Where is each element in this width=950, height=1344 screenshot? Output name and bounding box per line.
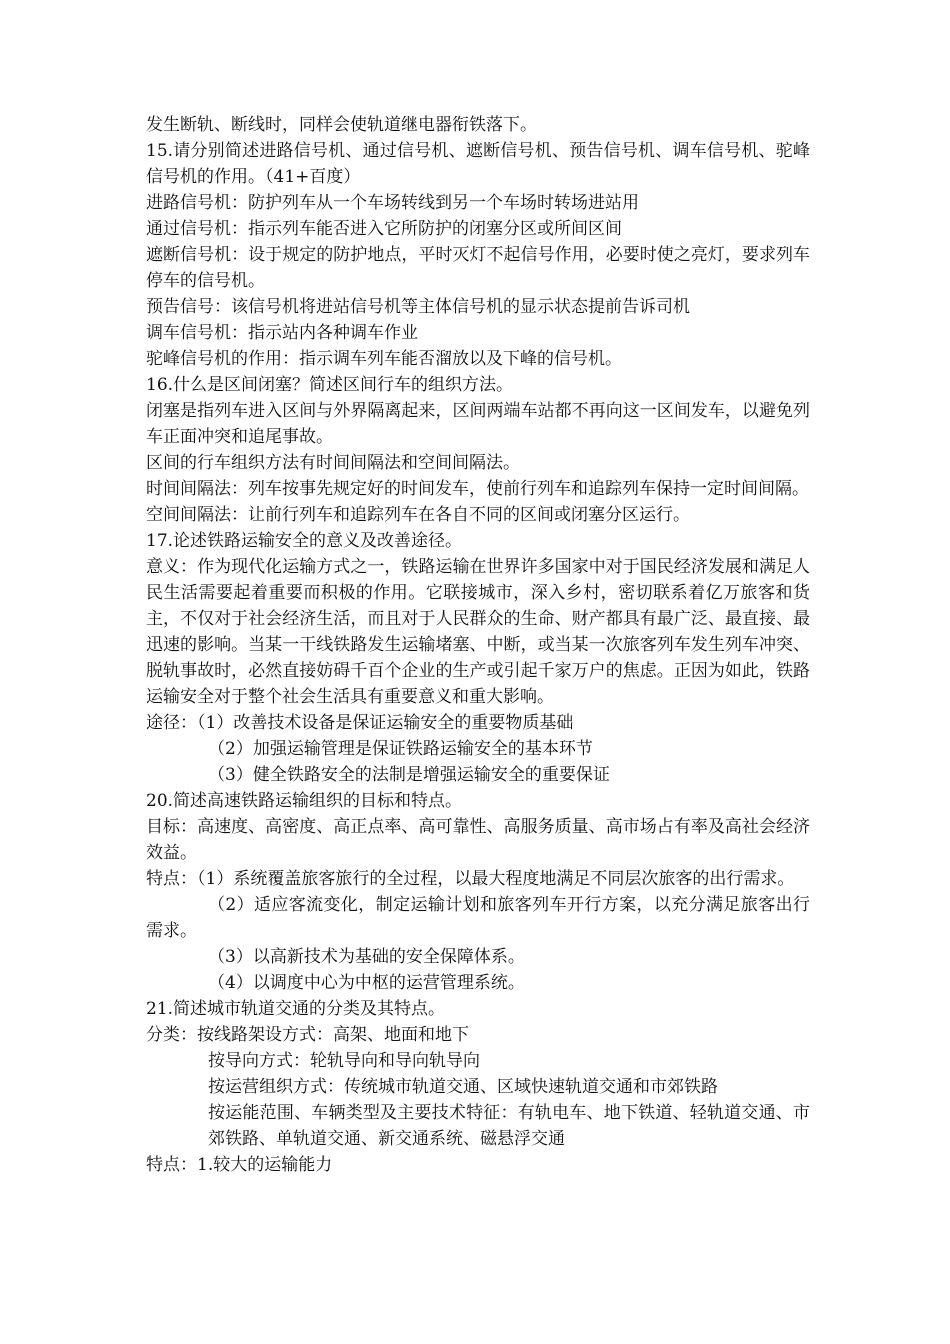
list-item: 按运能范围、车辆类型及主要技术特征：有轨电车、地下铁道、轻轨道交通、市郊铁路、单轨道交通、新交通系统、磁悬浮交通	[208, 1103, 810, 1149]
paragraph: 调车信号机：指示站内各种调车作业	[146, 323, 418, 343]
question-heading: 15.请分别简述进路信号机、通过信号机、遮断信号机、预告信号机、调车信号机、驼峰信号机的作用。（41+百度）	[146, 141, 810, 187]
question-heading: 17.论述铁路运输安全的意义及改善途径。	[146, 531, 463, 551]
list-item: （3）以高新技术为基础的安全保障体系。	[208, 947, 525, 967]
paragraph: 空间间隔法：让前行列车和追踪列车在各自不同的区间或闭塞分区运行。	[146, 505, 690, 525]
question-heading: 21.简述城市轨道交通的分类及其特点。	[146, 999, 446, 1019]
paragraph: 发生断轨、断线时，同样会使轨道继电器衔铁落下。	[146, 115, 537, 135]
list-item: 特点：1.较大的运输能力	[146, 1155, 333, 1175]
paragraph: 闭塞是指列车进入区间与外界隔离起来，区间两端车站都不再向这一区间发车，以避免列车正面冲突和追尾事故。	[146, 401, 810, 447]
paragraph: 意义：作为现代化运输方式之一，铁路运输在世界许多国家中对于国民经济发展和满足人民生活需要起着重要而积极的作用。它联接城市，深入乡村，密切联系着亿万旅客和货主，不仅对于社会经济生活，而且对于人民群众的生命、财产都具有最广泛、最直接、最迅速的影响。当某一干线铁路发生运输堵塞、中断，或当某一次旅客列车发生列车冲突、脱轨事故时，必然直接妨碍千百个企业的生产或引起千家万户的焦虑。正因为如此，铁路运输安全对于整个社会生活具有重要意义和重大影响。	[146, 557, 810, 707]
list-item: 按运营组织方式：传统城市轨道交通、区域快速轨道交通和市郊铁路	[208, 1077, 718, 1097]
question-heading: 16.什么是区间闭塞？简述区间行车的组织方法。	[146, 375, 514, 395]
list-item: （4）以调度中心为中枢的运营管理系统。	[208, 973, 525, 993]
list-item: 按导向方式：轮轨导向和导向轨导向	[208, 1051, 480, 1071]
paragraph: 目标：高速度、高密度、高正点率、高可靠性、高服务质量、高市场占有率及高社会经济效益。	[146, 817, 810, 863]
paragraph: 区间的行车组织方法有时间间隔法和空间间隔法。	[146, 453, 520, 473]
list-item: （2）加强运输管理是保证铁路运输安全的基本环节	[208, 739, 593, 759]
paragraph: 预告信号：该信号机将进站信号机等主体信号机的显示状态提前告诉司机	[146, 297, 690, 317]
list-item: 途径：（1）改善技术设备是保证运输安全的重要物质基础	[146, 713, 574, 733]
document-body	[146, 112, 810, 1178]
list-item: 特点：（1）系统覆盖旅客旅行的全过程，以最大程度地满足不同层次旅客的出行需求。	[146, 869, 795, 889]
list-item: （2）适应客流变化，制定运输计划和旅客列车开行方案，以充分满足旅客出行需求。	[146, 895, 810, 941]
paragraph: 进路信号机：防护列车从一个车场转线到另一个车场时转场进站用	[146, 193, 639, 213]
question-heading: 20.简述高速铁路运输组织的目标和特点。	[146, 791, 463, 811]
paragraph: 通过信号机：指示列车能否进入它所防护的闭塞分区或所间区间	[146, 219, 622, 239]
paragraph: 驼峰信号机的作用：指示调车列车能否溜放以及下峰的信号机。	[146, 349, 622, 369]
paragraph: 遮断信号机：设于规定的防护地点，平时灭灯不起信号作用，必要时使之亮灯，要求列车停车的信号机。	[146, 245, 810, 291]
list-item: （3）健全铁路安全的法制是增强运输安全的重要保证	[208, 765, 610, 785]
paragraph: 时间间隔法：列车按事先规定好的时间发车，使前行列车和追踪列车保持一定时间间隔。	[146, 479, 809, 499]
list-item: 分类：按线路架设方式：高架、地面和地下	[146, 1025, 469, 1045]
